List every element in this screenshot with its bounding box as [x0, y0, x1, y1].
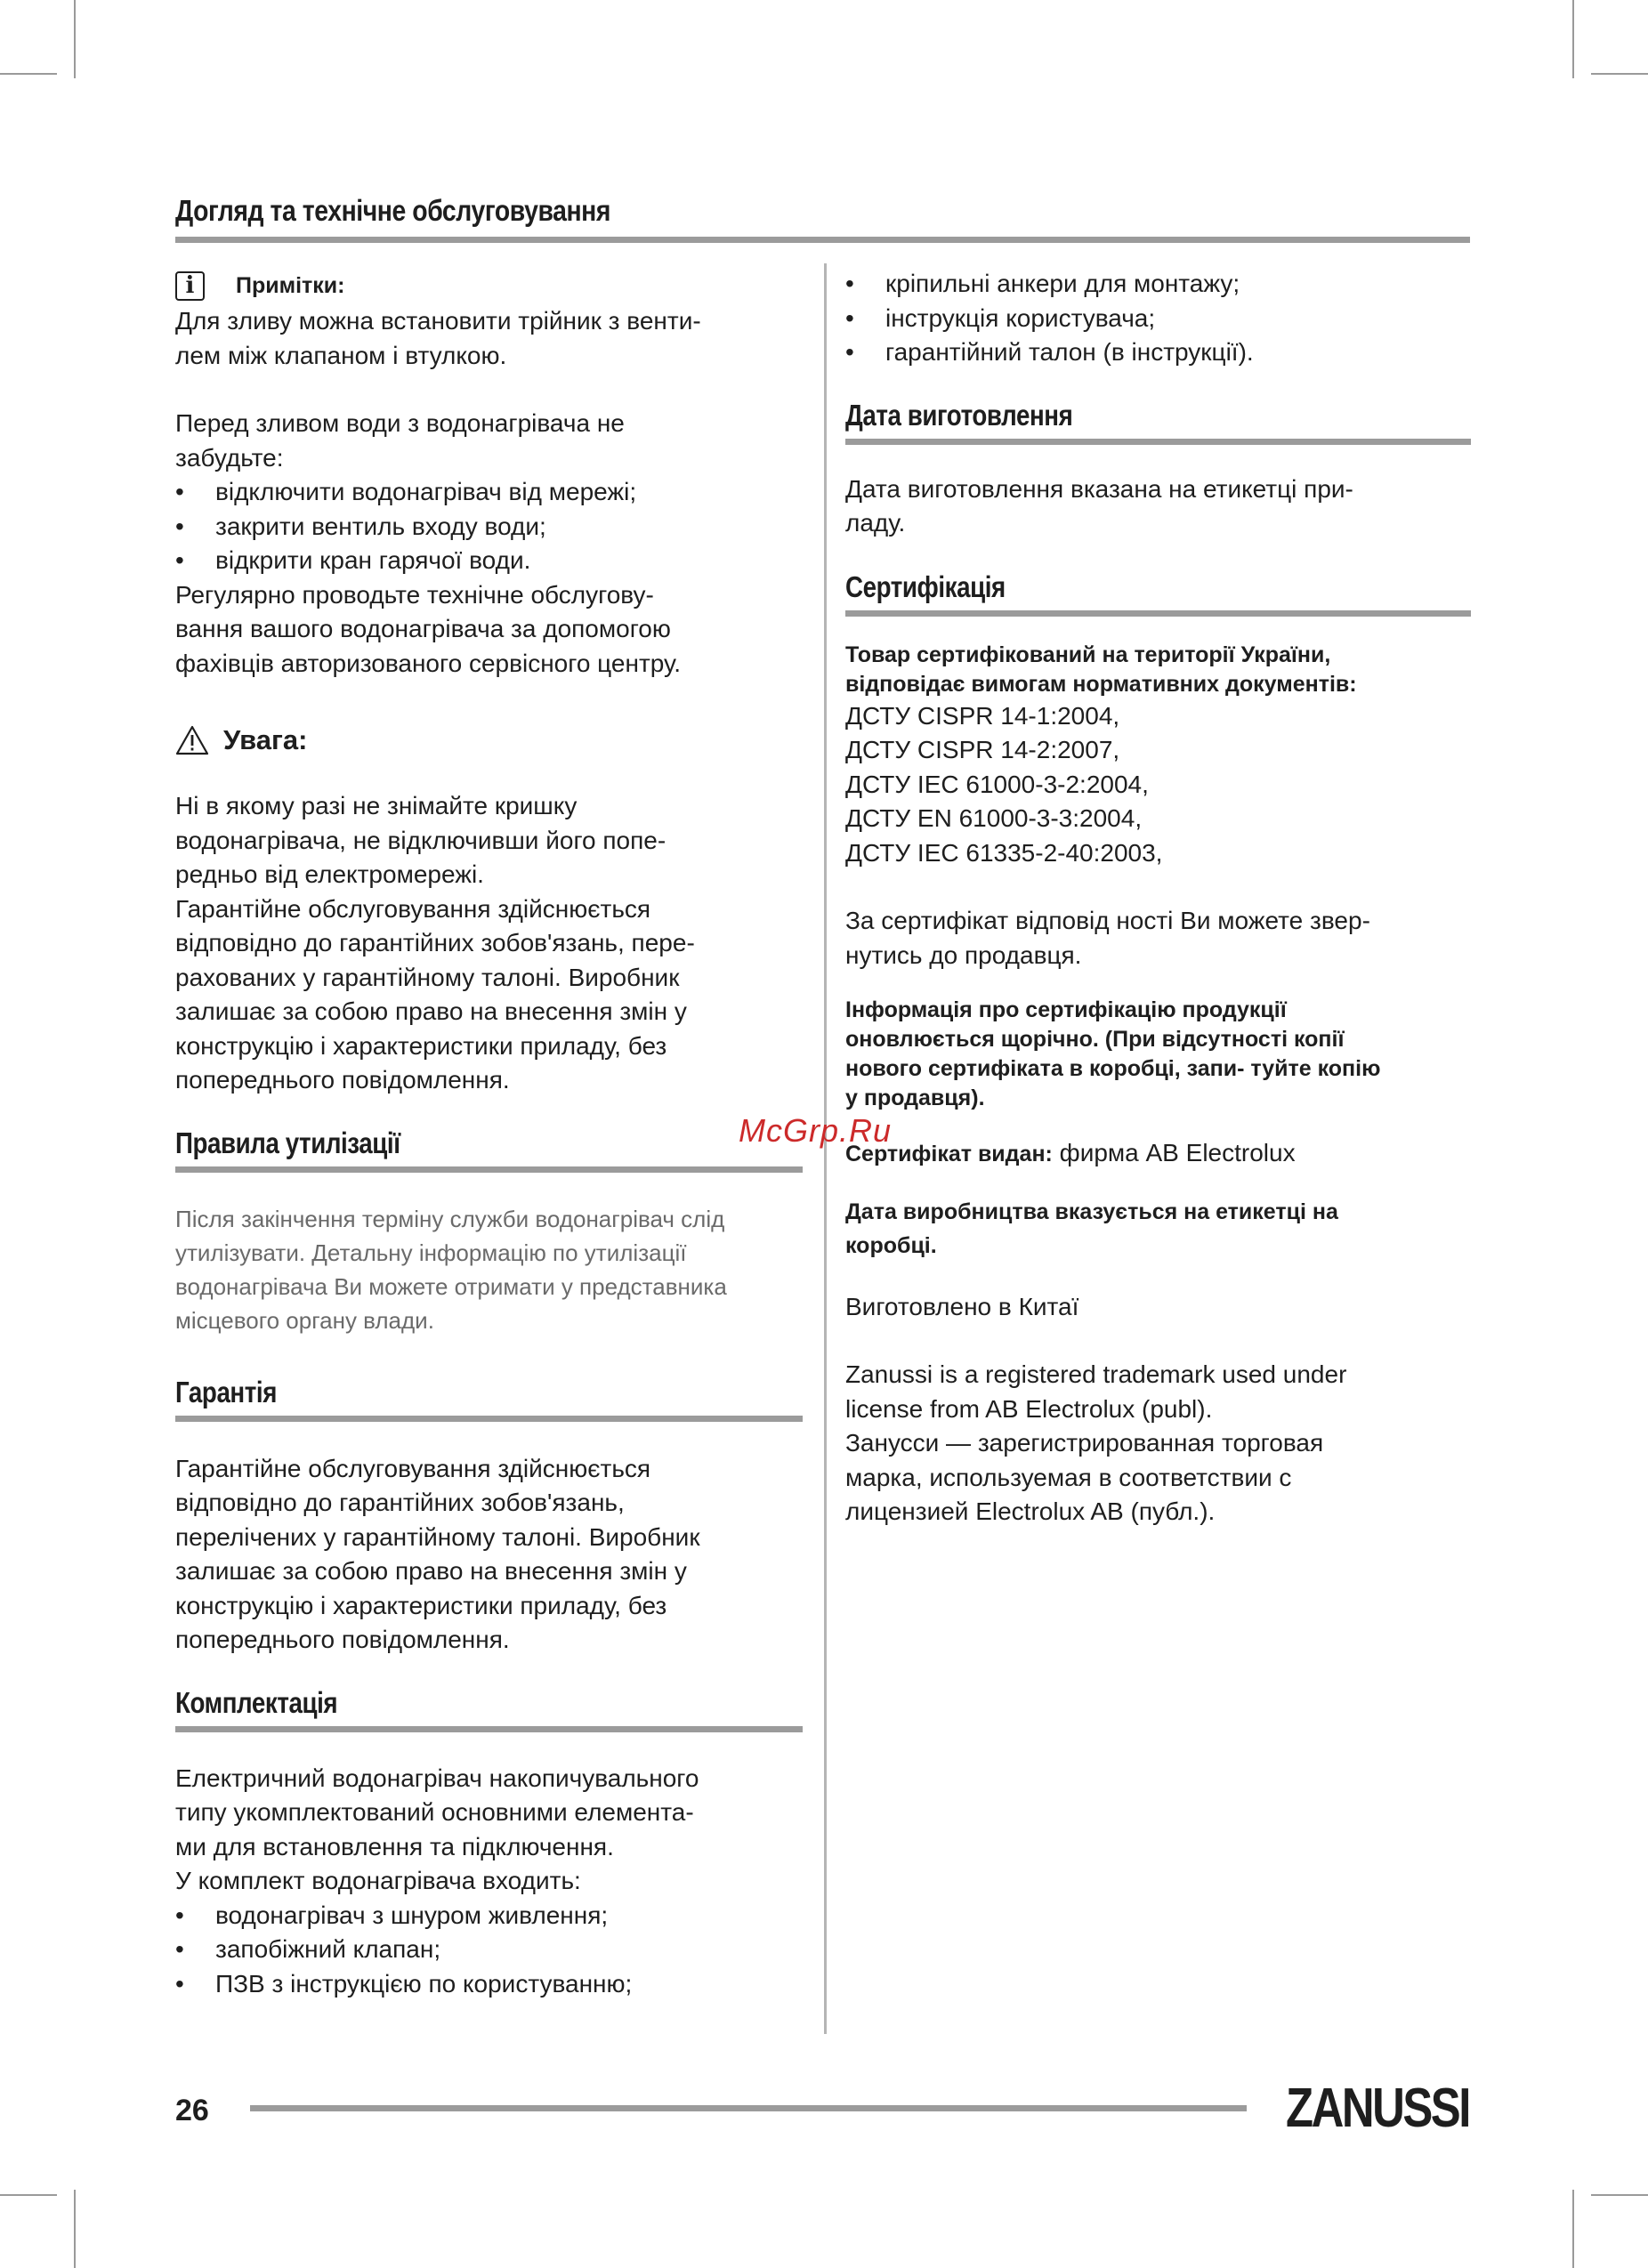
section-rule	[175, 1166, 803, 1173]
page-title: Догляд та технічне обслуговування	[175, 194, 611, 227]
section-rule	[845, 439, 1471, 445]
watermark: McGrp.Ru	[739, 1112, 893, 1149]
section-heading: Гарантія	[175, 1375, 277, 1408]
date-text: Дата виготовлення вказана на етикетці при- ладу.	[845, 474, 1353, 537]
crop-mark	[1591, 73, 1648, 75]
warning-header	[175, 718, 803, 763]
kit-text: Електричний водонагрівач накопичувального типу укомплектований основними елемента- ми для встановлення та підключення. У комплект водонагрівача входить:	[175, 1764, 699, 1894]
before-drain-text: Перед зливом води з водонагрівача не забудьте:	[175, 409, 625, 472]
warranty-text: Гарантійне обслуговування здійснюється відповідно до гарантійних зобов'язань, пере- рахованих у гарантійному талоні. Виробник залишає за собою право на внесення змін у конструкцію і характеристики приладу, без попереднього повідомлення.	[175, 894, 695, 1094]
cert-issued-value: фирма AB Electrolux	[1052, 1139, 1296, 1166]
kit-list-continued	[845, 267, 1471, 370]
crop-mark	[1591, 2194, 1648, 2196]
note-header	[175, 267, 803, 304]
note-label: Примітки:	[236, 272, 345, 298]
list-item: • запобіжний клапан;	[175, 1933, 803, 1967]
crop-mark	[74, 2190, 76, 2268]
made-in: Виготовлено в Китаї	[845, 1292, 1079, 1320]
section-rule	[175, 1726, 803, 1732]
section-heading: Сертифікація	[845, 569, 1006, 603]
warning-label: Увага:	[223, 724, 308, 755]
date-section	[845, 397, 1471, 445]
section-heading: Правила утилізації	[175, 1126, 400, 1159]
cert-contact: За сертифікат відповід ності Ви можете звер- нутись до продавця.	[845, 907, 1370, 969]
drain-checklist	[175, 475, 803, 578]
cert-standards: ДСТУ CISPR 14-1:2004, ДСТУ CISPR 14-2:2007, ДСТУ IEC 61000-3-2:2004, ДСТУ EN 61000-3-3:2004, ДСТУ IEC 61335-2-40:2003,	[845, 701, 1163, 867]
kit-list	[175, 1899, 803, 2002]
list-item: • гарантійний талон (в інструкції).	[845, 335, 1471, 370]
list-item: • водонагрівач з шнуром живлення;	[175, 1899, 803, 1933]
crop-mark	[1572, 2190, 1574, 2268]
list-item: • кріпильні анкери для монтажу;	[845, 267, 1471, 302]
guarantee-text: Гарантійне обслуговування здійснюється відповідно до гарантійних зобов'язань, перелічених у гарантійному талоні. Виробник залишає за собою право на внесення змін у конструкцію і характеристики приладу, без попереднього повідомлення.	[175, 1454, 700, 1653]
crop-mark	[1572, 0, 1574, 78]
footer-rule	[250, 2105, 1247, 2111]
guarantee-section	[175, 1374, 803, 1422]
list-item: • відключити водонагрівач від мережі;	[175, 475, 803, 510]
right-column	[845, 267, 1471, 1529]
cert-issued	[845, 1136, 1471, 1172]
trademark-text: Zanussi is a registered trademark used under license from AB Electrolux (publ). Занусси — зарегистрированная торговая марка, используемая в соответствии с лицензией Electrolux AB (публ.).	[845, 1360, 1347, 1525]
crop-mark	[74, 0, 76, 78]
page-number: 26	[175, 2094, 209, 2127]
disposal-text: Після закінчення терміну служби водонагрівач слід утилізувати. Детальну інформацію по утилізації водонагрівача Ви можете отримати у представника місцевого органу влади.	[175, 1205, 727, 1334]
service-text: Регулярно проводьте технічне обслугову- вання вашого водонагрівача за допомогою фахівців авторизованого сервісного центру.	[175, 580, 681, 677]
crop-mark	[0, 73, 57, 75]
disposal-section	[175, 1125, 803, 1173]
kit-section	[175, 1684, 803, 1732]
list-item: • ПЗВ з інструкцією по користуванню;	[175, 1967, 803, 2002]
left-column	[175, 267, 803, 2001]
brand-logo: ZANUSSI	[1286, 2078, 1469, 2139]
title-rule	[175, 237, 1470, 243]
list-item: • закрити вентиль входу води;	[175, 510, 803, 545]
note-text: Для зливу можна встановити трійник з венти- лем між клапаном і втулкою.	[175, 307, 701, 369]
cert-section	[845, 569, 1471, 617]
section-heading: Комплектація	[175, 1685, 338, 1719]
list-item: • інструкція користувача;	[845, 302, 1471, 336]
warning-text: Ні в якому разі не знімайте кришку водонагрівача, не відключивши його попе- редньо від електромережі.	[175, 792, 666, 888]
cert-statement: Товар сертифікований на території України, відповідає вимогам нормативних документів:	[845, 642, 1357, 697]
section-rule	[845, 610, 1471, 617]
section-heading: Дата виготовлення	[845, 398, 1073, 432]
warning-icon	[175, 724, 209, 756]
cert-issued-label: Сертифікат видан:	[845, 1142, 1053, 1166]
info-icon: i	[175, 271, 205, 301]
crop-mark	[0, 2194, 57, 2196]
production-date-note: Дата виробництва вказується на етикетці на коробці.	[845, 1199, 1338, 1258]
cert-info: Інформація про сертифікацію продукції оновлюється щорічно. (При відсутності копії нового сертифіката в коробці, запи- туйте копію у продавця).	[845, 997, 1381, 1110]
list-item: • відкрити кран гарячої води.	[175, 544, 803, 578]
section-rule	[175, 1416, 803, 1422]
